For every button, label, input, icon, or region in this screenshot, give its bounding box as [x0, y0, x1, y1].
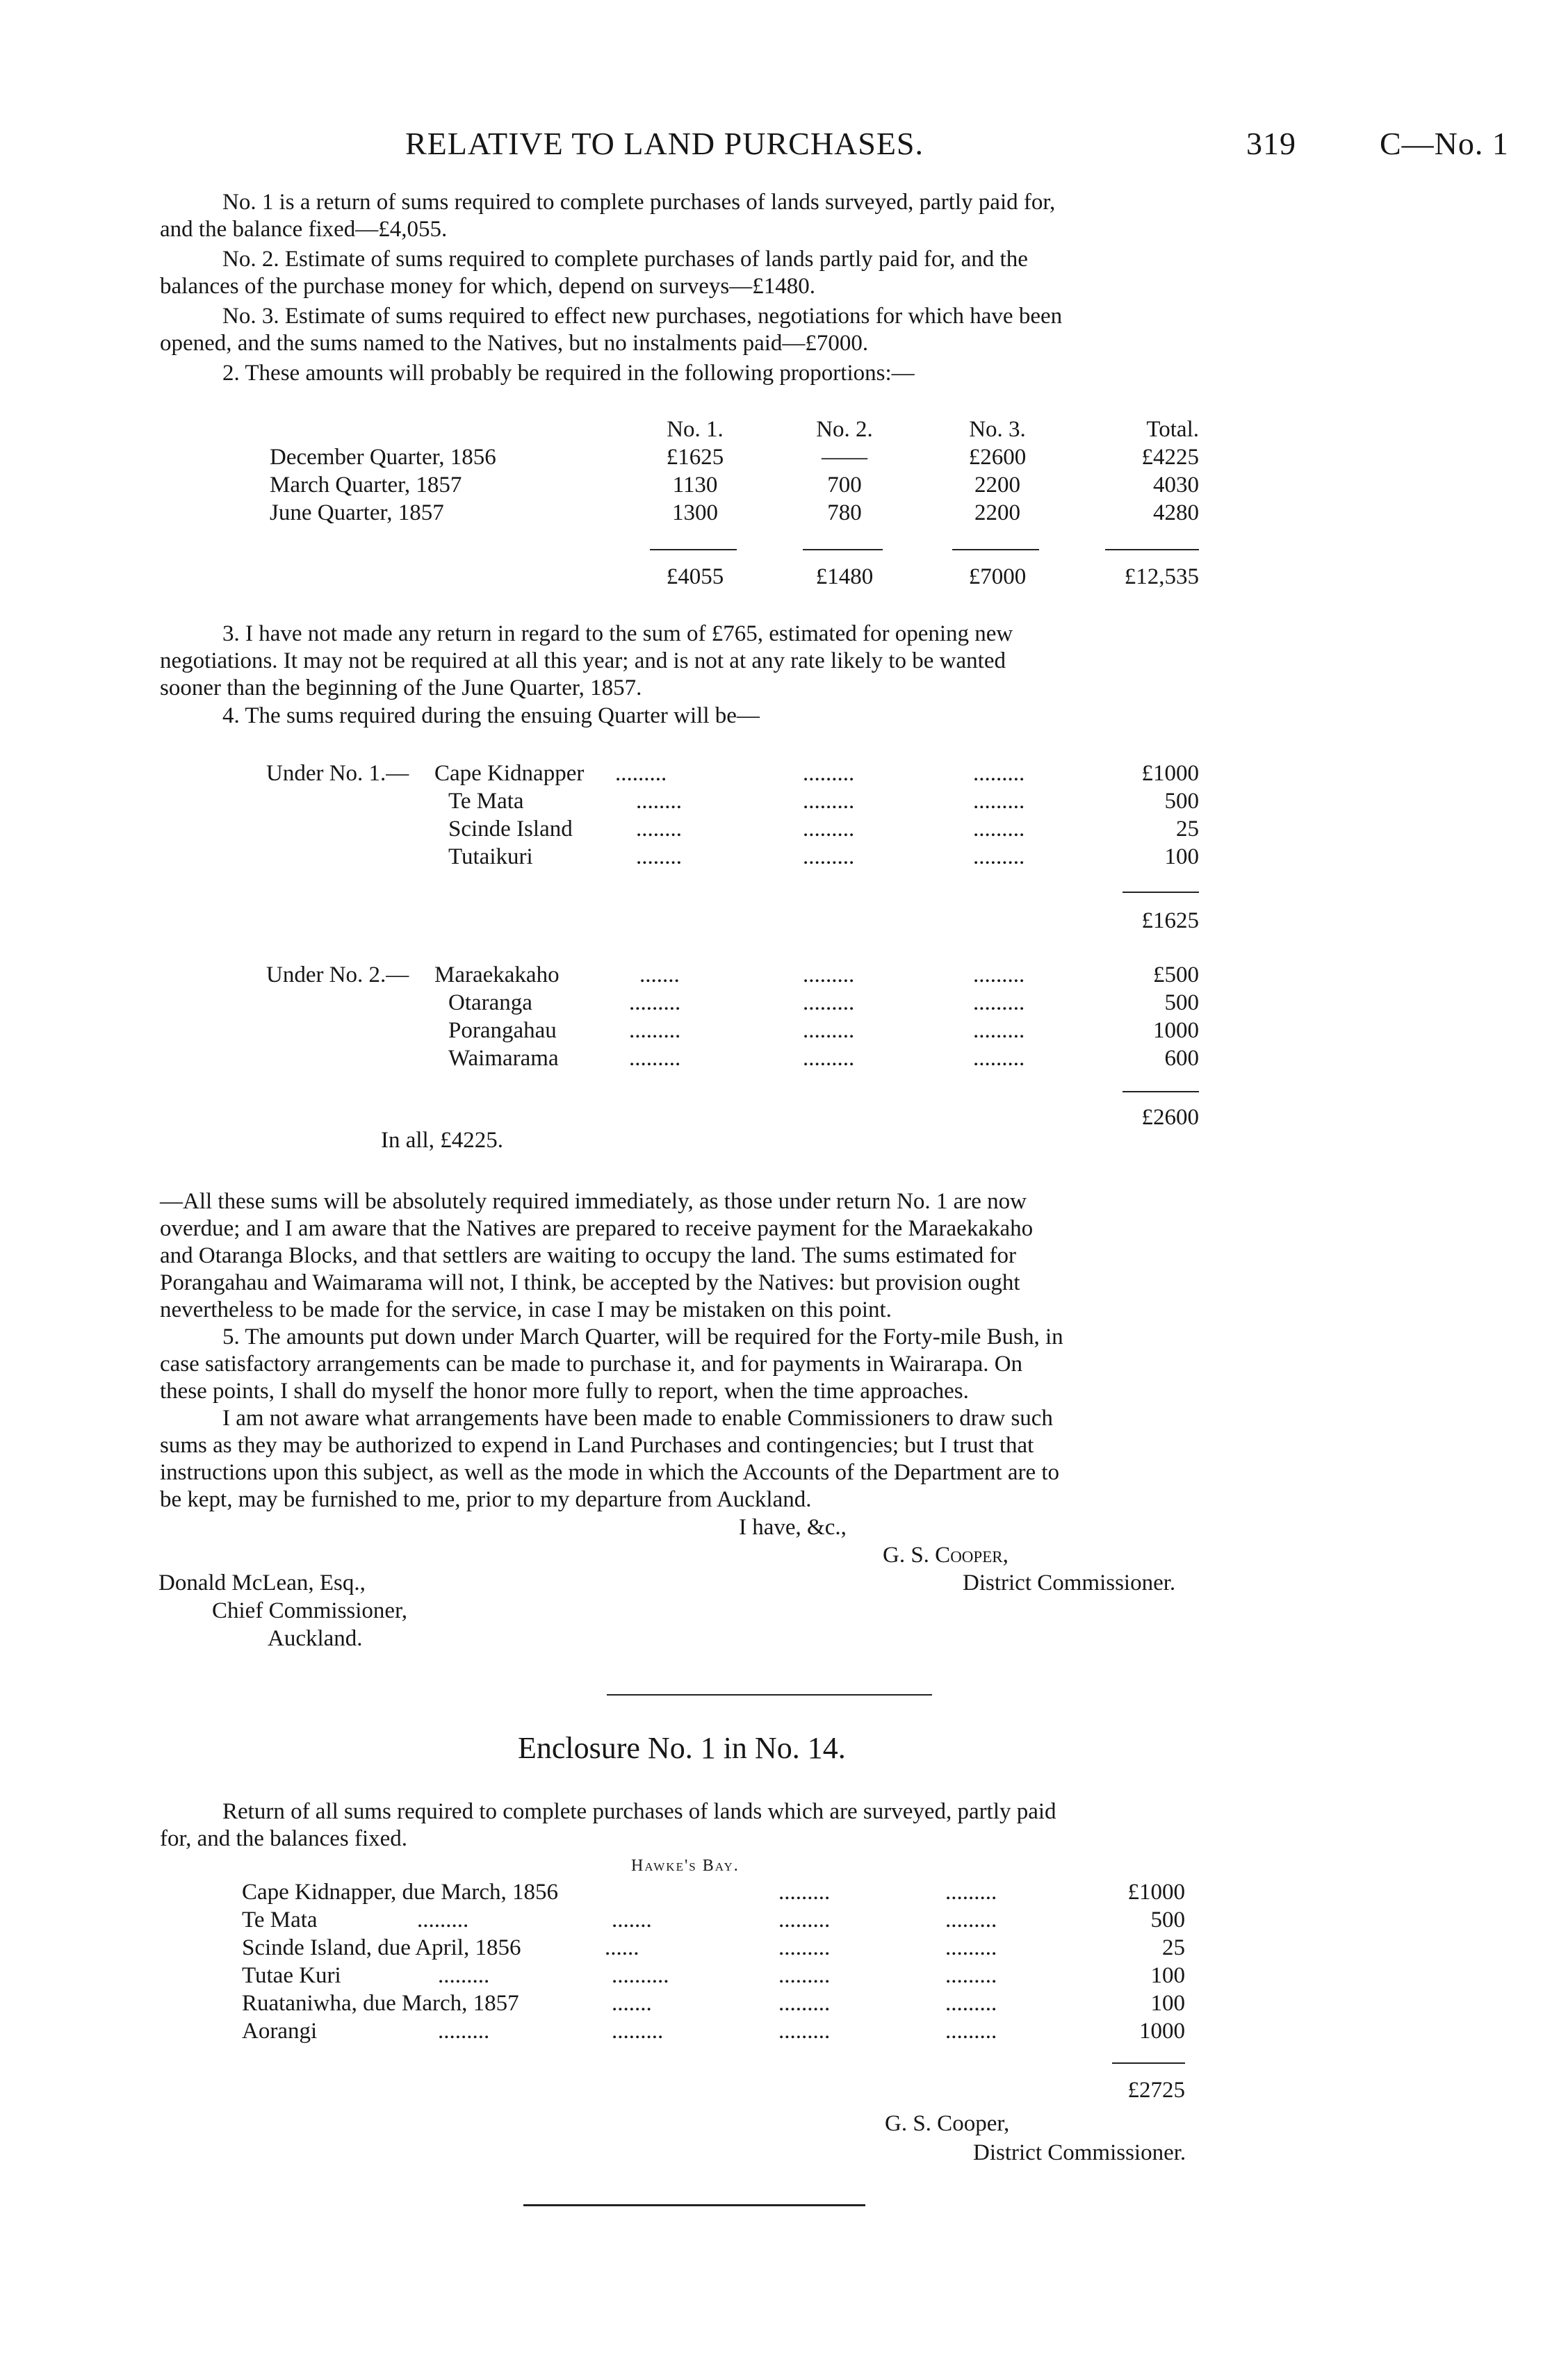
- row-label: March Quarter, 1857: [270, 473, 462, 498]
- total-rule: [650, 549, 737, 550]
- item-name: Scinde Island, due April, 1856: [242, 1935, 521, 1960]
- subtotal-rule: [1123, 1091, 1199, 1092]
- item-amount: 100: [1164, 844, 1199, 869]
- item-amount: 500: [1164, 789, 1199, 814]
- leader-dots: .........: [803, 962, 855, 987]
- subtotal-rule: [1123, 892, 1199, 893]
- leader-dots: .........: [803, 990, 855, 1015]
- row-label: December Quarter, 1856: [270, 445, 496, 470]
- total-rule: [1105, 549, 1199, 550]
- para-2: 2. These amounts will probably be required in the following proportions:—: [222, 361, 915, 386]
- total-cell: £4055: [666, 564, 724, 589]
- col-header: Total.: [1146, 417, 1199, 442]
- item-name: Tutae Kuri: [242, 1963, 341, 1988]
- subtotal: £2600: [1141, 1105, 1199, 1130]
- leader-dots: .........: [438, 2019, 490, 2044]
- leader-dots: .........: [973, 761, 1025, 786]
- leader-dots: ..........: [612, 1963, 669, 1988]
- cell: 780: [827, 500, 862, 525]
- signature-name: G. S. Cooper,: [883, 1543, 1009, 1568]
- page-number: 319: [1246, 126, 1296, 161]
- leader-dots: .........: [945, 1963, 997, 1988]
- item-name: Maraekakaho: [434, 962, 560, 987]
- leader-dots: .........: [778, 1935, 831, 1960]
- addressee-name: Donald McLean, Esq.,: [158, 1570, 366, 1595]
- item-name: Cape Kidnapper: [434, 761, 585, 786]
- leader-dots: .........: [973, 844, 1025, 869]
- leader-dots: ......: [605, 1935, 639, 1960]
- para-4: 4. The sums required during the ensuing Quarter will be—: [222, 703, 760, 728]
- item-name: Te Mata: [448, 789, 524, 814]
- addressee-title: Chief Commissioner,: [212, 1598, 407, 1623]
- series-number: C—No. 1: [1380, 126, 1509, 161]
- leader-dots: .......: [612, 1907, 652, 1932]
- item-name: Porangahau: [448, 1018, 557, 1043]
- cell: 1130: [672, 473, 718, 498]
- item-name: Cape Kidnapper, due March, 1856: [242, 1880, 559, 1905]
- para-5: 5. The amounts put down under March Quarter, will be required for the Forty-mile Bush, in case satisfactory arrangements can be made to purchase it, and for payments in Wairarapa. On these points, I shall do myself the honor more fully to report, when the time approaches.: [160, 1324, 1063, 1404]
- leader-dots: .........: [629, 1018, 681, 1043]
- cell: ——: [822, 445, 867, 470]
- region-heading: Hawke's Bay.: [631, 1857, 740, 1875]
- leader-dots: .........: [973, 1046, 1025, 1071]
- leader-dots: .........: [945, 1935, 997, 1960]
- leader-dots: .........: [615, 761, 667, 786]
- item-name: Aorangi: [242, 2019, 318, 2044]
- cell: £2600: [968, 445, 1027, 470]
- leader-dots: .........: [803, 1046, 855, 1071]
- leader-dots: .........: [778, 1907, 831, 1932]
- total-cell: £7000: [968, 564, 1027, 589]
- intro-no3: No. 3. Estimate of sums required to effect new purchases, negotiations for which have been opened, and the sums named to the Natives, but no instalments paid—£7000.: [160, 304, 1063, 356]
- leader-dots: .........: [803, 789, 855, 814]
- group-label: Under No. 2.—: [266, 962, 409, 987]
- item-amount: 500: [1150, 1907, 1185, 1932]
- item-name: Te Mata: [242, 1907, 318, 1932]
- leader-dots: .........: [973, 816, 1025, 842]
- item-amount: 500: [1164, 990, 1199, 1015]
- subtotal-rule: [1112, 2062, 1185, 2064]
- intro-no1: No. 1 is a return of sums required to complete purchases of lands surveyed, partly paid for, and the balance fixed—£4,055.: [160, 190, 1056, 242]
- item-amount: 25: [1176, 816, 1199, 842]
- leader-dots: .........: [945, 2019, 997, 2044]
- leader-dots: ........: [636, 816, 682, 842]
- cell: 4280: [1153, 500, 1199, 525]
- in-all-total: In all, £4225.: [381, 1128, 503, 1153]
- item-amount: 1000: [1153, 1018, 1199, 1043]
- item-amount: £500: [1153, 962, 1199, 987]
- item-amount: 100: [1150, 1963, 1185, 1988]
- leader-dots: .........: [973, 990, 1025, 1015]
- item-amount: 100: [1150, 1991, 1185, 2016]
- leader-dots: .........: [945, 1907, 997, 1932]
- item-name: Scinde Island: [448, 816, 573, 842]
- end-rule: [523, 2204, 865, 2206]
- leader-dots: .........: [629, 990, 681, 1015]
- item-name: Ruataniwha, due March, 1857: [242, 1991, 519, 2016]
- cell: 4030: [1153, 473, 1199, 498]
- leader-dots: .........: [778, 1991, 831, 2016]
- para-all-sums: —All these sums will be absolutely required immediately, as those under return No. 1 are now overdue; and I am aware that the Natives are prepared to receive payment for the Maraekakaho and Otaranga Blocks, and that settlers are waiting to occupy the land. The sums estimated for Porangahau and Waimarama will not, I think, be accepted by the Natives: but provision ought nevertheless to be made for the service, in case I may be mistaken on this point.: [160, 1189, 1034, 1322]
- leader-dots: ........: [636, 844, 682, 869]
- section-divider: [607, 1694, 932, 1696]
- leader-dots: .........: [778, 1880, 831, 1905]
- leader-dots: .........: [612, 2019, 664, 2044]
- cell: £1625: [666, 445, 724, 470]
- intro-no2: No. 2. Estimate of sums required to complete purchases of lands partly paid for, and the balances of the purchase money for which, depend on surveys—£1480.: [160, 247, 1028, 299]
- item-name: Tutaikuri: [448, 844, 533, 869]
- leader-dots: .........: [803, 844, 855, 869]
- cell: 2200: [974, 473, 1020, 498]
- col-header: No. 1.: [667, 417, 724, 442]
- cell: 2200: [974, 500, 1020, 525]
- enclosure-signature-name: G. S. Cooper,: [885, 2111, 1010, 2136]
- item-name: Otaranga: [448, 990, 532, 1015]
- leader-dots: ........: [636, 789, 682, 814]
- enclosure-signature-title: District Commissioner.: [973, 2140, 1186, 2165]
- item-amount: 1000: [1139, 2019, 1185, 2044]
- item-amount: 25: [1162, 1935, 1185, 1960]
- row-label: June Quarter, 1857: [270, 500, 444, 525]
- closing: I have, &c.,: [739, 1515, 847, 1540]
- total-rule: [803, 549, 883, 550]
- leader-dots: .........: [778, 2019, 831, 2044]
- leader-dots: .......: [612, 1991, 652, 2016]
- signature-title: District Commissioner.: [963, 1570, 1176, 1595]
- total-cell: £12,535: [1124, 564, 1199, 589]
- leader-dots: .........: [973, 1018, 1025, 1043]
- leader-dots: .........: [778, 1963, 831, 1988]
- item-amount: 600: [1164, 1046, 1199, 1071]
- item-amount: £1000: [1141, 761, 1199, 786]
- group-label: Under No. 1.—: [266, 761, 409, 786]
- leader-dots: .......: [639, 962, 680, 987]
- leader-dots: .........: [803, 816, 855, 842]
- leader-dots: .........: [945, 1991, 997, 2016]
- cell: 700: [827, 473, 862, 498]
- leader-dots: .........: [803, 761, 855, 786]
- leader-dots: .........: [629, 1046, 681, 1071]
- enclosure-total: £2725: [1127, 2078, 1185, 2103]
- enclosure-title: Enclosure No. 1 in No. 14.: [518, 1731, 846, 1765]
- leader-dots: .........: [973, 789, 1025, 814]
- enclosure-intro: Return of all sums required to complete purchases of lands which are surveyed, partly paid for, and the balances fixed.: [160, 1799, 1056, 1851]
- leader-dots: .........: [973, 962, 1025, 987]
- addressee-place: Auckland.: [268, 1626, 363, 1651]
- running-title: RELATIVE TO LAND PURCHASES.: [405, 126, 924, 161]
- total-cell: £1480: [815, 564, 874, 589]
- col-header: No. 3.: [969, 417, 1026, 442]
- item-name: Waimarama: [448, 1046, 559, 1071]
- leader-dots: .........: [945, 1880, 997, 1905]
- leader-dots: .........: [803, 1018, 855, 1043]
- leader-dots: .........: [417, 1907, 469, 1932]
- cell: 1300: [672, 500, 718, 525]
- para-3: 3. I have not made any return in regard to the sum of £765, estimated for opening new negotiations. It may not be required at all this year; and is not at any rate likely to be wanted sooner than the beginning of the June Quarter, 1857.: [160, 621, 1013, 700]
- subtotal: £1625: [1141, 908, 1199, 933]
- col-header: No. 2.: [816, 417, 873, 442]
- total-rule: [952, 549, 1039, 550]
- item-amount: £1000: [1127, 1880, 1185, 1905]
- para-6: I am not aware what arrangements have been made to enable Commissioners to draw such sums as they may be authorized to expend in Land Purchases and contingencies; but I trust that instructions upon this subject, as well as the mode in which the Accounts of the Department are to be kept, may be furnished to me, prior to my departure from Auckland.: [160, 1406, 1060, 1512]
- leader-dots: .........: [438, 1963, 490, 1988]
- cell: £4225: [1141, 445, 1199, 470]
